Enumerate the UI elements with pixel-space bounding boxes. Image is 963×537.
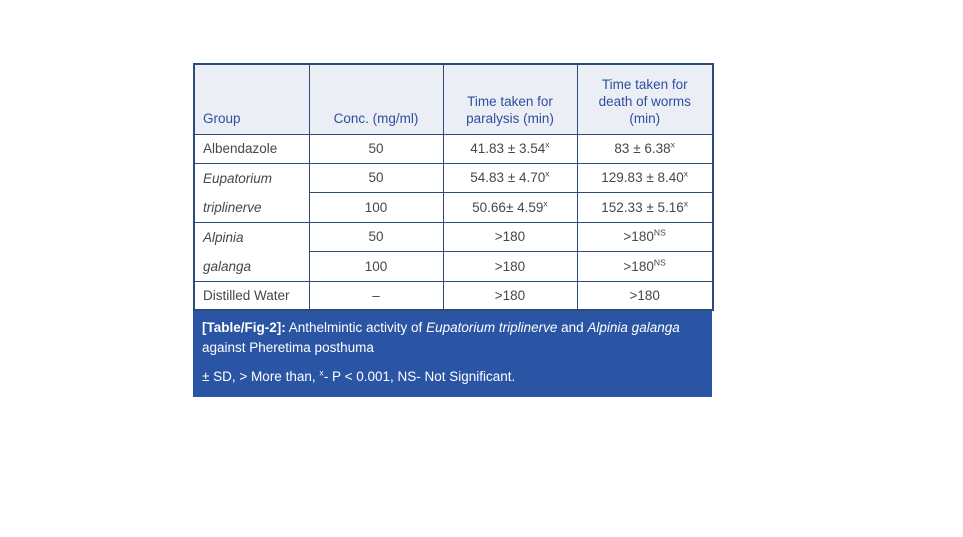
caption-footnote bbox=[202, 367, 703, 387]
group-cell bbox=[194, 222, 309, 281]
footnote-text: - P < 0.001, NS- Not Significant. bbox=[323, 369, 516, 384]
significance-marker: x bbox=[545, 168, 550, 179]
table-row-alpinia-50 bbox=[194, 222, 713, 252]
death-cell bbox=[577, 222, 713, 252]
value-text: 152.33 ± 5.16 bbox=[601, 199, 684, 215]
death-cell bbox=[577, 252, 713, 282]
death-cell bbox=[577, 281, 713, 310]
group-cell: Distilled Water bbox=[194, 281, 309, 310]
column-header-conc: Conc. (mg/ml) bbox=[309, 64, 443, 134]
value-text: >180 bbox=[494, 229, 526, 245]
value-text: 54.83 ± 4.70 bbox=[470, 170, 546, 186]
table-row-eupatorium-50 bbox=[194, 163, 713, 193]
species-name-line1: Eupatorium bbox=[203, 170, 273, 186]
paralysis-cell bbox=[443, 163, 577, 193]
conc-cell: 100 bbox=[309, 193, 443, 223]
figure-caption-band bbox=[193, 311, 712, 397]
paralysis-cell bbox=[443, 193, 577, 223]
conc-cell: 100 bbox=[309, 252, 443, 282]
header-row bbox=[194, 64, 713, 134]
column-header-group: Group bbox=[194, 64, 309, 134]
value-text: >180 bbox=[623, 258, 654, 274]
paralysis-cell bbox=[443, 222, 577, 252]
caption-text: Anthelmintic activity of bbox=[285, 320, 427, 335]
significance-marker: NS bbox=[653, 227, 667, 238]
table-row-distilled-water bbox=[194, 281, 713, 310]
significance-marker: x bbox=[683, 168, 689, 179]
results-table bbox=[193, 63, 714, 311]
conc-cell: 50 bbox=[309, 222, 443, 252]
caption-text: against Pheretima posthuma bbox=[202, 340, 374, 355]
group-cell: Albendazole bbox=[194, 134, 309, 163]
paralysis-cell bbox=[443, 134, 577, 163]
value-text: >180 bbox=[494, 287, 526, 303]
significance-marker: x bbox=[670, 139, 676, 150]
paralysis-cell bbox=[443, 252, 577, 282]
conc-cell: 50 bbox=[309, 163, 443, 193]
significance-marker: x bbox=[319, 367, 324, 378]
plus-minus-symbol: ± bbox=[202, 369, 210, 384]
column-header-death: Time taken for death of worms (min) bbox=[577, 64, 713, 134]
value-text: >180 bbox=[623, 229, 654, 245]
significance-marker: NS bbox=[653, 257, 667, 268]
death-cell bbox=[577, 193, 713, 223]
footnote-text: SD, > More than, bbox=[209, 369, 320, 384]
species-name-line2: triplinerve bbox=[203, 199, 262, 215]
species-name: Eupatorium triplinerve bbox=[426, 320, 558, 335]
species-name-line1: Alpinia bbox=[203, 229, 244, 245]
death-cell bbox=[577, 134, 713, 163]
significance-marker: x bbox=[543, 198, 548, 209]
species-name: Alpinia galanga bbox=[587, 320, 680, 335]
table-row-albendazole bbox=[194, 134, 713, 163]
value-text: 83 ± 6.38 bbox=[614, 141, 671, 156]
death-cell bbox=[577, 163, 713, 193]
conc-cell: – bbox=[309, 281, 443, 310]
paralysis-cell bbox=[443, 281, 577, 310]
value-text: 41.83 ± 3.54 bbox=[470, 141, 546, 156]
value-text: 50.66± 4.59 bbox=[472, 199, 544, 215]
significance-marker: x bbox=[683, 198, 689, 209]
caption-text: and bbox=[557, 320, 588, 335]
table-figure bbox=[193, 63, 712, 397]
significance-marker: x bbox=[545, 139, 550, 150]
column-header-paralysis: Time taken for paralysis (min) bbox=[443, 64, 577, 134]
value-text: >180 bbox=[629, 287, 660, 303]
value-text: >180 bbox=[494, 258, 526, 274]
group-cell bbox=[194, 163, 309, 222]
conc-cell: 50 bbox=[309, 134, 443, 163]
species-name-line2: galanga bbox=[203, 258, 252, 274]
figure-caption bbox=[202, 318, 703, 358]
caption-label: [Table/Fig-2]: bbox=[202, 320, 286, 335]
value-text: 129.83 ± 8.40 bbox=[601, 170, 684, 186]
